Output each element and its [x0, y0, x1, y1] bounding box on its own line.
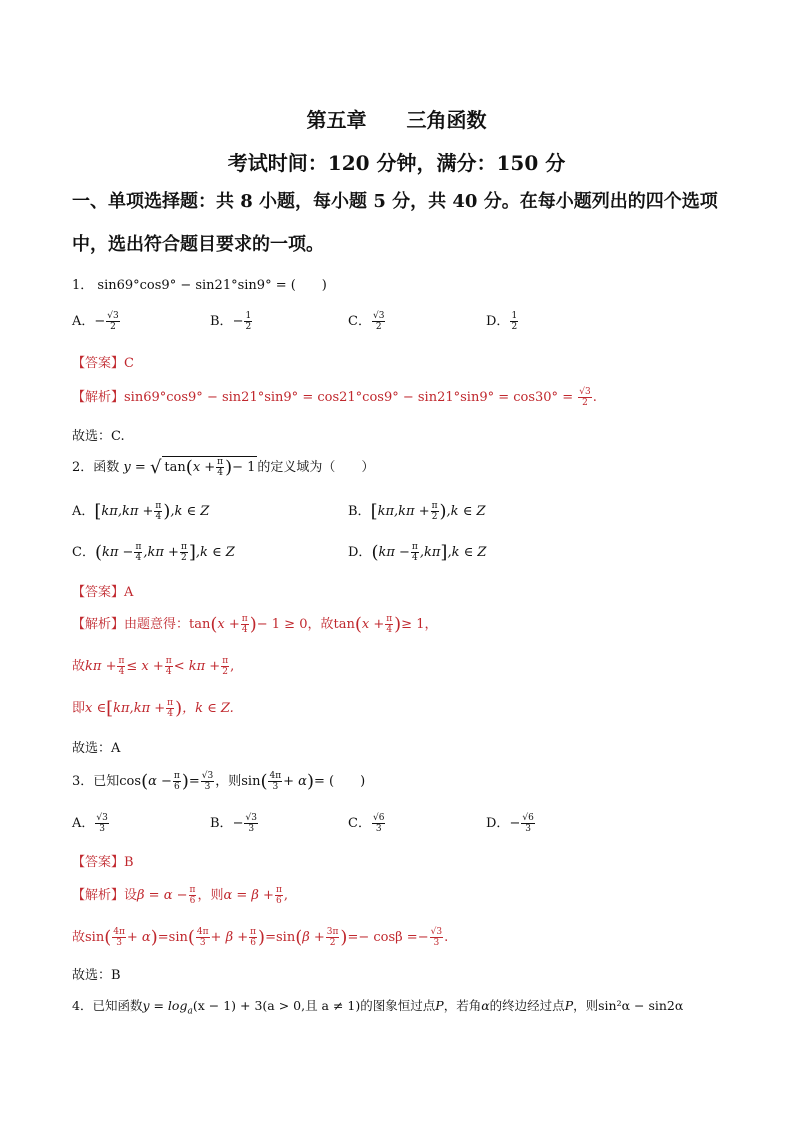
paren: ): [225, 457, 233, 478]
denominator: 4: [217, 468, 223, 478]
denominator: 4: [135, 553, 142, 563]
math-text: + β +: [210, 930, 249, 945]
q1-option-d: [486, 310, 519, 332]
fraction: [180, 542, 188, 563]
math-text: x ∈: [85, 701, 107, 716]
numerator: 4π: [196, 927, 209, 937]
paren: ): [150, 927, 158, 948]
math-text: sin: [168, 930, 188, 945]
answer-value: B: [124, 855, 134, 870]
q3-answer: [72, 851, 134, 870]
fraction: [95, 813, 108, 834]
stem-prefix: 4．已知函数: [72, 998, 143, 1013]
fraction: [117, 656, 125, 677]
math-text: ,k ∈ Z: [195, 545, 235, 560]
denominator: 6: [174, 782, 180, 792]
fraction: [221, 656, 229, 677]
fraction: [154, 501, 162, 522]
option-letter: A．: [72, 314, 95, 329]
denominator: 6: [250, 938, 256, 948]
denominator: 2: [375, 322, 382, 332]
paren: (: [185, 457, 193, 478]
numerator: √3: [245, 813, 257, 823]
q2-analysis-line1: [72, 613, 437, 635]
answer-value: A: [124, 585, 134, 600]
denominator: 3: [272, 782, 279, 792]
numerator: 4π: [113, 927, 125, 937]
numerator: π: [173, 771, 180, 781]
numerator: π: [118, 656, 125, 666]
numerator: π: [431, 501, 438, 511]
math-text: sin: [241, 774, 261, 789]
math-text: ,kπ: [419, 545, 441, 560]
bracket: ]: [440, 542, 448, 563]
answer-label: 【答案】: [72, 855, 125, 870]
q3-stem: [72, 770, 365, 792]
q1-choice: 故选：C.: [72, 429, 125, 444]
denominator: 2: [329, 938, 336, 948]
analysis-label: 【解析】: [72, 888, 125, 903]
denominator: 4: [155, 512, 162, 522]
q4-stem: [72, 996, 683, 1017]
q3-option-d: [486, 812, 536, 834]
numerator: π: [180, 542, 187, 552]
q2-choice: 故选：A: [72, 741, 121, 756]
math-text: y = log: [142, 998, 188, 1013]
q3-choice: 故选：B: [72, 968, 121, 983]
math-text: x +: [192, 460, 216, 475]
fraction: [372, 813, 385, 834]
fraction: [431, 501, 439, 522]
denominator: 3: [248, 824, 255, 834]
stem-suffix: 的定义域为（ ）: [257, 460, 375, 475]
denominator: 3: [99, 824, 105, 834]
math-text: < kπ +: [173, 659, 221, 674]
q3-option-c: [348, 812, 386, 834]
math-text: kπ +: [85, 659, 117, 674]
math-text: x +: [361, 617, 385, 632]
math-text: x +: [217, 617, 240, 632]
numerator: 3π: [326, 927, 339, 937]
fraction: [268, 771, 282, 792]
fraction: [244, 311, 252, 332]
numerator: 4π: [269, 771, 282, 781]
fraction: [165, 656, 173, 677]
stem-text: ，则: [573, 998, 599, 1013]
option-letter: D．: [486, 816, 510, 831]
numerator: 1: [511, 311, 518, 321]
numerator: π: [135, 542, 142, 552]
denominator: 6: [189, 896, 196, 906]
stem-suffix: = ( ): [313, 774, 366, 789]
bracket: ): [439, 501, 447, 522]
denominator: 3: [433, 938, 440, 948]
fraction: [578, 387, 591, 408]
denominator: 6: [276, 896, 282, 906]
option-letter: B．: [210, 816, 233, 831]
q3-option-a: [72, 812, 110, 834]
q1-option-a: [72, 310, 121, 332]
numerator: π: [411, 542, 418, 552]
q2-option-c: [72, 541, 235, 563]
fraction: [173, 771, 181, 792]
denominator: 4: [386, 625, 393, 635]
fraction: [166, 698, 174, 719]
numerator: π: [241, 614, 248, 624]
math-text: kπ −: [378, 545, 410, 560]
answer-value: C: [124, 356, 134, 371]
numerator: π: [275, 885, 282, 895]
option-letter: C．: [348, 314, 371, 329]
q2-analysis-line2: [72, 655, 234, 677]
fraction: [112, 927, 126, 948]
numerator: √3: [96, 813, 108, 823]
denominator: 4: [165, 667, 172, 677]
bracket: ): [175, 698, 183, 719]
denominator: 4: [412, 553, 418, 563]
analysis-label: 【解析】: [72, 390, 125, 405]
analysis-text: 即: [72, 701, 86, 716]
math-text: ,k ∈ Z: [446, 504, 486, 519]
math-text: cos: [119, 774, 142, 789]
option-sign: −: [232, 816, 244, 831]
denominator: 4: [241, 625, 248, 635]
q1-analysis: [72, 386, 597, 408]
numerator: 1: [245, 311, 252, 321]
q2-analysis-line3: [72, 697, 234, 719]
analysis-text: − 1 ≥ 0，故: [256, 617, 334, 632]
analysis-text: 设: [124, 888, 138, 903]
numerator: π: [222, 656, 229, 666]
chapter-title: 第五章 三角函数: [306, 108, 487, 132]
q1-option-b: [210, 310, 253, 332]
bracket: [: [370, 501, 378, 522]
option-letter: C．: [72, 545, 95, 560]
math-text: P: [564, 998, 574, 1013]
denominator: 2: [110, 322, 116, 332]
denominator: 3: [525, 824, 531, 834]
math-text: + α: [283, 774, 307, 789]
stem-text: ，则: [215, 774, 242, 789]
numerator: √3: [107, 311, 119, 321]
fraction: [510, 311, 518, 332]
math-text: (a > 0,且 a ≠ 1): [262, 998, 361, 1013]
analysis-text: ,: [283, 888, 288, 903]
fraction: [196, 927, 210, 948]
numerator: π: [386, 614, 393, 624]
math-text: sin²α − sin2α: [598, 998, 684, 1013]
q2-option-a: [72, 500, 209, 522]
math-text: y =: [123, 460, 146, 475]
fraction: [201, 771, 214, 792]
q3-analysis-line2: [72, 926, 448, 948]
fraction: [106, 311, 119, 332]
period: .: [592, 390, 597, 405]
bracket: [: [94, 501, 102, 522]
fraction: [385, 614, 393, 635]
fraction: [134, 542, 142, 563]
bracket: (: [371, 542, 379, 563]
math-text: α = β +: [223, 888, 274, 903]
math-text: − 1: [232, 460, 256, 475]
denominator: 2: [431, 512, 438, 522]
subscript: a: [187, 1006, 193, 1017]
fraction: [372, 311, 385, 332]
denominator: 4: [167, 709, 173, 719]
denominator: 4: [118, 667, 125, 677]
denominator: 3: [199, 938, 206, 948]
paren: (: [354, 614, 362, 635]
numerator: √3: [201, 771, 214, 781]
math-text: tan: [164, 460, 186, 475]
math-text: ,k ∈ Z: [170, 504, 210, 519]
math-text: sin: [275, 930, 296, 945]
option-letter: D．: [486, 314, 510, 329]
numerator: √6: [372, 813, 385, 823]
fraction: [430, 927, 443, 948]
bracket: ]: [188, 542, 196, 563]
q2-option-d: [348, 541, 486, 563]
numerator: π: [155, 501, 162, 511]
denominator: 2: [511, 322, 518, 332]
option-letter: C．: [348, 816, 371, 831]
math-text: tan: [189, 617, 211, 632]
math-text: tan: [333, 617, 355, 632]
analysis-text: 故: [72, 659, 86, 674]
analysis-label: 【解析】: [72, 617, 125, 632]
analysis-text: sin69°cos9° − sin21°sin9° = cos21°cos9° − sin21°sin9° = cos30° =: [124, 390, 578, 405]
paren: ): [306, 771, 314, 792]
answer-label: 【答案】: [72, 356, 125, 371]
analysis-text: .: [444, 930, 449, 945]
paren: ): [394, 614, 402, 635]
math-text: kπ −: [101, 545, 134, 560]
option-letter: D．: [348, 545, 372, 560]
fraction: [249, 927, 257, 948]
stem-text: 的终边经过点: [489, 998, 565, 1013]
math-text: kπ,kπ +: [101, 504, 154, 519]
stem-text: ，若角: [443, 998, 482, 1013]
paren: (: [295, 927, 303, 948]
fraction: [411, 542, 419, 563]
math-text: ≤ x +: [126, 659, 164, 674]
option-letter: A．: [72, 816, 95, 831]
radicand: [162, 456, 257, 478]
paren: ): [181, 771, 189, 792]
option-letter: B．: [348, 504, 371, 519]
stem-prefix: 3．已知: [72, 774, 120, 789]
q1-stem: 1． sin69°cos9° − sin21°sin9° = ( ): [72, 278, 327, 293]
denominator: 2: [245, 322, 252, 332]
option-letter: A．: [72, 504, 95, 519]
stem-prefix: 2．函数: [72, 460, 120, 475]
analysis-text: ≥ 1，: [401, 617, 438, 632]
analysis-text: ,: [230, 659, 235, 674]
numerator: π: [167, 698, 174, 708]
section-heading-line1: 一、单项选择题：共 8 小题，每小题 5 分，共 40 分。在每小题列出的四个选项: [72, 191, 718, 212]
analysis-text: 故: [72, 930, 86, 945]
q3-option-b: [210, 812, 259, 834]
q1-option-c: [348, 310, 386, 332]
paren: (: [187, 927, 195, 948]
paren: (: [260, 771, 268, 792]
stem-text: 的图象恒过点: [360, 998, 436, 1013]
fraction: [326, 927, 340, 948]
q1-answer: [72, 352, 134, 371]
analysis-text: ，则: [197, 888, 224, 903]
numerator: π: [217, 457, 224, 467]
paren: ): [340, 927, 348, 948]
bracket: ): [163, 501, 171, 522]
q3-analysis-line1: [72, 884, 288, 906]
denominator: 3: [204, 782, 211, 792]
exam-info: 考试时间：120 分钟，满分：150 分: [227, 151, 566, 175]
numerator: √3: [430, 927, 443, 937]
option-letter: B．: [210, 314, 233, 329]
q2-option-b: [348, 500, 485, 522]
option-sign: −: [232, 314, 244, 329]
fraction: [216, 457, 224, 478]
math-text: ,k ∈ Z: [447, 545, 487, 560]
fraction: [189, 885, 197, 906]
math-text: ,kπ +: [143, 545, 179, 560]
fraction: [275, 885, 283, 906]
numerator: π: [189, 885, 196, 895]
math-text: =: [157, 930, 169, 945]
math-text: β = α −: [137, 888, 188, 903]
fraction: [521, 813, 534, 834]
paren: (: [210, 614, 218, 635]
numerator: √6: [522, 813, 534, 823]
math-text: =: [188, 774, 200, 789]
analysis-text: ，k ∈ Z.: [182, 701, 234, 716]
denominator: 2: [222, 667, 229, 677]
option-sign: −: [94, 314, 106, 329]
math-text: =: [265, 930, 276, 945]
paren: (: [104, 927, 112, 948]
numerator: π: [165, 656, 172, 666]
math-text: + α: [126, 930, 151, 945]
paren: (: [141, 771, 149, 792]
paren: ): [249, 614, 257, 635]
analysis-text: 由题意得：: [124, 617, 190, 632]
math-text: (x − 1) + 3: [192, 998, 263, 1013]
numerator: π: [250, 927, 257, 937]
radical-sign: √: [149, 457, 162, 478]
math-text: P: [435, 998, 444, 1013]
answer-label: 【答案】: [72, 585, 125, 600]
numerator: √3: [372, 311, 385, 321]
fraction: [241, 614, 249, 635]
math-text: kπ,kπ +: [377, 504, 430, 519]
denominator: 2: [582, 398, 588, 408]
denominator: 3: [375, 824, 382, 834]
math-text: β +: [302, 930, 325, 945]
bracket: [: [106, 698, 114, 719]
section-heading-line2: 中，选出符合题目要求的一项。: [72, 234, 324, 255]
fraction: [244, 813, 257, 834]
math-text: α −: [148, 774, 172, 789]
q2-stem: [72, 456, 374, 478]
denominator: 2: [181, 553, 187, 563]
q2-answer: [72, 581, 133, 600]
math-text: =− cosβ =−: [347, 930, 429, 945]
math-text: α: [481, 998, 490, 1013]
numerator: √3: [579, 387, 591, 397]
paren: ): [258, 927, 266, 948]
math-text: kπ,kπ +: [113, 701, 166, 716]
denominator: 3: [116, 938, 122, 948]
math-text: sin: [85, 930, 105, 945]
option-sign: −: [509, 816, 521, 831]
bracket: (: [94, 542, 102, 563]
